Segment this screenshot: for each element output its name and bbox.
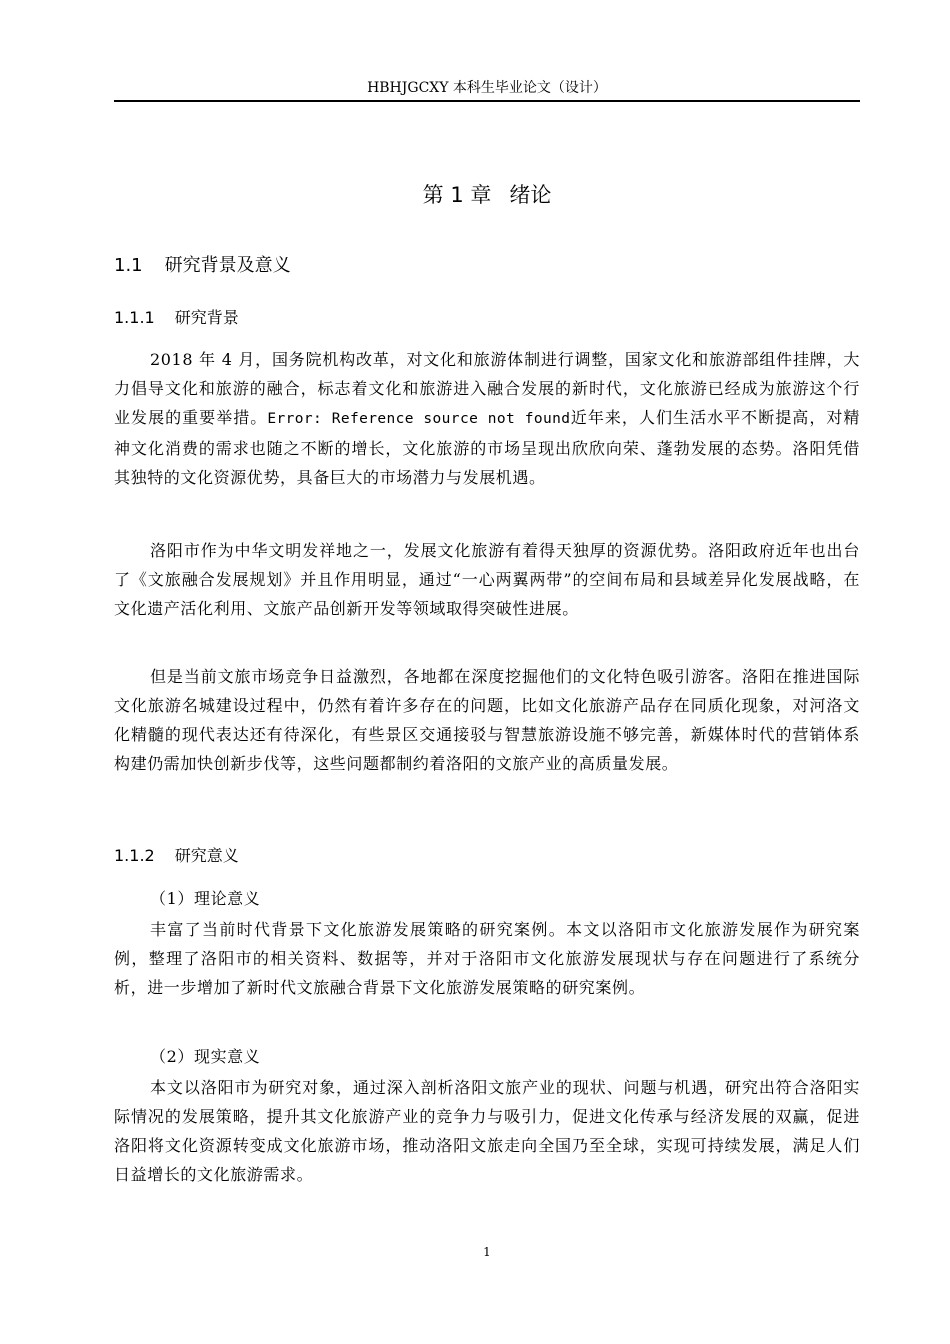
section-heading-1-1 — [114, 254, 291, 278]
reference-error-text: Error: Reference source not found — [267, 411, 571, 427]
paragraph-text: 近年来，人们生活水平不断提高，对精神文化消费的需求也随之不断的增长，文化旅游的市场呈现出欣欣向荣、蓬勃发展的态势。洛阳凭借其独特的文化资源优势，具备巨大的市场潜力与发展机遇。 — [114, 408, 861, 487]
list-item-theoretical-label: （1）理论意义 — [150, 889, 261, 908]
chapter-name: 绪论 — [509, 183, 552, 207]
subsection-heading-1-1-2 — [114, 845, 239, 867]
paragraph-background-1 — [114, 345, 860, 492]
subsection-title: 研究背景 — [174, 308, 239, 327]
subsection-number: 1.1.2 — [114, 846, 155, 865]
paragraph-theoretical: 丰富了当前时代背景下文化旅游发展策略的研究案例。本文以洛阳市文化旅游发展作为研究案例，整理了洛阳市的相关资料、数据等，并对于洛阳市文化旅游发展现状与存在问题进行了系统分析，进一步增加了新时代文旅融合背景下文化旅游发展策略的研究案例。 — [114, 920, 860, 997]
paragraph-background-2: 洛阳市作为中华文明发祥地之一，发展文化旅游有着得天独厚的资源优势。洛阳政府近年也出台了《文旅融合发展规划》并且作用明显，通过“一心两翼两带”的空间布局和县域差异化发展战略，在文化遗产活化利用、文旅产品创新开发等领域取得突破性进展。 — [114, 541, 860, 618]
section-title: 研究背景及意义 — [164, 255, 291, 276]
section-number: 1.1 — [114, 255, 143, 276]
paragraph-background-3: 但是当前文旅市场竞争日益激烈，各地都在深度挖掘他们的文化特色吸引游客。洛阳在推进国际文化旅游名城建设过程中，仍然有着许多存在的问题，比如文化旅游产品存在同质化现象，对河洛文化精髓的现代表达还有待深化，有些景区交通接驳与智慧旅游设施不够完善，新媒体时代的营销体系构建仍需加快创新步伐等，这些问题都制约着洛阳的文旅产业的高质量发展。 — [114, 667, 860, 773]
header-rule — [114, 100, 860, 102]
subsection-heading-1-1-1 — [114, 307, 239, 329]
page-number: 1 — [483, 1245, 491, 1259]
paragraph-text: 2018 年 4 月，国务院机构改革，对文化和旅游体制进行调整，国家文化和旅游部组件挂牌，大力倡导文化和旅游的融合，标志着文化和旅游进入融合发展的新时代，文化旅游已经成为旅游这个行业发展的重要举措。 — [114, 350, 860, 427]
running-header: HBHJGCXY 本科生毕业论文（设计） — [367, 80, 607, 96]
paragraph-practical: 本文以洛阳市为研究对象，通过深入剖析洛阳文旅产业的现状、问题与机遇，研究出符合洛阳实际情况的发展策略，提升其文化旅游产业的竞争力与吸引力，促进文化传承与经济发展的双赢，促进洛阳将文化资源转变成文化旅游市场，推动洛阳文旅走向全国乃至全球，实现可持续发展，满足人们日益增长的文化旅游需求。 — [114, 1078, 860, 1184]
chapter-title — [114, 181, 860, 209]
subsection-title: 研究意义 — [174, 846, 239, 865]
subsection-number: 1.1.1 — [114, 308, 155, 327]
chapter-label: 第 1 章 — [422, 183, 492, 207]
list-item-practical-label: （2）现实意义 — [150, 1047, 261, 1066]
